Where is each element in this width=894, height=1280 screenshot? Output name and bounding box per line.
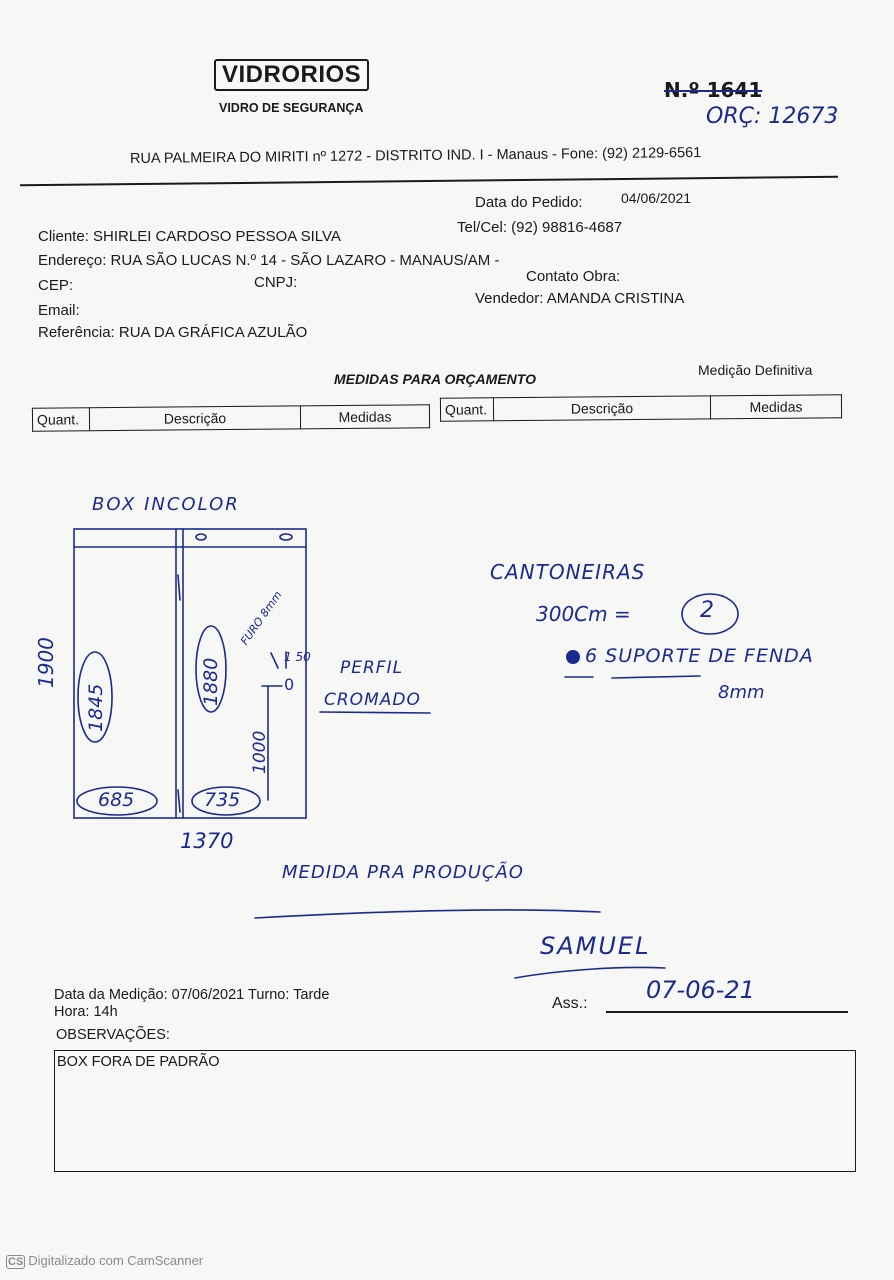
col-quant: Quant. <box>32 408 89 431</box>
col-descricao-2: Descrição <box>493 396 710 421</box>
hw-zero: 0 <box>284 675 295 694</box>
client-name: Cliente: SHIRLEI CARDOSO PESSOA SILVA <box>38 228 341 245</box>
client-phone: Tel/Cel: (92) 98816-4687 <box>457 219 623 236</box>
signature-label: Ass.: <box>552 995 588 1012</box>
obs-text: BOX FORA DE PADRÃO <box>57 1054 220 1070</box>
hw-cant-circle-2: 2 <box>700 598 714 623</box>
measure-date: Data da Medição: 07/06/2021 Turno: Tarde <box>54 987 330 1003</box>
col-medidas: Medidas <box>300 405 429 429</box>
hw-suporte-size: 8mm <box>718 682 765 703</box>
producao-line <box>255 910 600 918</box>
hw-height-1845: 1845 <box>85 683 107 732</box>
seller-name: Vendedor: AMANDA CRISTINA <box>475 290 685 307</box>
col-quant-2: Quant. <box>440 398 493 421</box>
client-address: Endereço: RUA SÃO LUCAS N.º 14 - SÃO LAZARO - MANAUS/AM - <box>38 252 500 269</box>
doc-number-struck: N.º 1641 <box>664 78 763 102</box>
sketch-handle <box>178 575 180 600</box>
scanner-text: Digitalizado com CamScanner <box>28 1253 204 1268</box>
contact-label: Contato Obra: <box>526 268 621 285</box>
company-tagline: VIDRO DE SEGURANÇA <box>219 101 364 115</box>
bullet-dot <box>566 650 580 664</box>
camscanner-logo: CS <box>8 1256 24 1268</box>
scanner-watermark <box>6 1253 203 1269</box>
orc-number: ORÇ: 12673 <box>706 104 839 129</box>
sketch-handle-bottom <box>178 790 180 812</box>
hw-height-1000: 1000 <box>250 730 270 774</box>
signature-line <box>606 1011 848 1013</box>
cnpj-label: CNPJ: <box>254 274 298 291</box>
hw-signature: SAMUEL <box>540 932 651 960</box>
reference: Referência: RUA DA GRÁFICA AZULÃO <box>38 324 308 341</box>
hw-width-735: 735 <box>204 789 241 811</box>
hw-furo: FURO 8mm <box>238 588 285 648</box>
hw-height-1900: 1900 <box>34 637 58 688</box>
sketch-hole-2 <box>280 534 292 540</box>
hw-height-1880: 1880 <box>200 657 222 706</box>
hw-cant-qty: 300Cm = <box>536 602 631 626</box>
hw-cantoneiras: CANTONEIRAS <box>490 560 646 584</box>
company-address: RUA PALMEIRA DO MIRITI nº 1272 - DISTRITO IND. I - Manaus - Fone: (92) 2129-6561 <box>129 145 702 167</box>
measure-hour: Hora: 14h <box>54 1004 118 1020</box>
cep-label: CEP: <box>38 277 74 294</box>
obs-label: OBSERVAÇÕES: <box>56 1027 170 1043</box>
hw-producao: MEDIDA PRA PRODUÇÃO <box>282 862 524 883</box>
col-medidas-2: Medidas <box>710 395 841 419</box>
email-label: Email: <box>38 302 80 319</box>
order-date-label: Data do Pedido: <box>475 194 583 211</box>
order-date-value: 04/06/2021 <box>621 190 692 206</box>
sketch-hole-1 <box>196 534 206 540</box>
hw-sign-date: 07-06-21 <box>646 976 755 1004</box>
hw-cromado: CROMADO <box>324 690 421 710</box>
hw-small-num: 1 50 <box>284 650 311 664</box>
definitive-label: Medição Definitiva <box>698 362 813 378</box>
perfil-underline <box>320 712 430 713</box>
hw-suporte: 6 SUPORTE DE FENDA <box>585 645 814 667</box>
hw-width-1370: 1370 <box>180 829 234 853</box>
sketch-mark <box>271 653 278 668</box>
hw-box-title: BOX INCOLOR <box>92 494 240 515</box>
suporte-underline <box>612 676 700 678</box>
measures-title: MEDIDAS PARA ORÇAMENTO <box>334 371 536 387</box>
hw-width-685: 685 <box>98 789 135 811</box>
col-descricao: Descrição <box>89 406 300 431</box>
company-logo: VIDRORIOS <box>214 59 369 91</box>
signature-underline <box>515 967 665 978</box>
hw-perfil: PERFIL <box>340 658 404 678</box>
